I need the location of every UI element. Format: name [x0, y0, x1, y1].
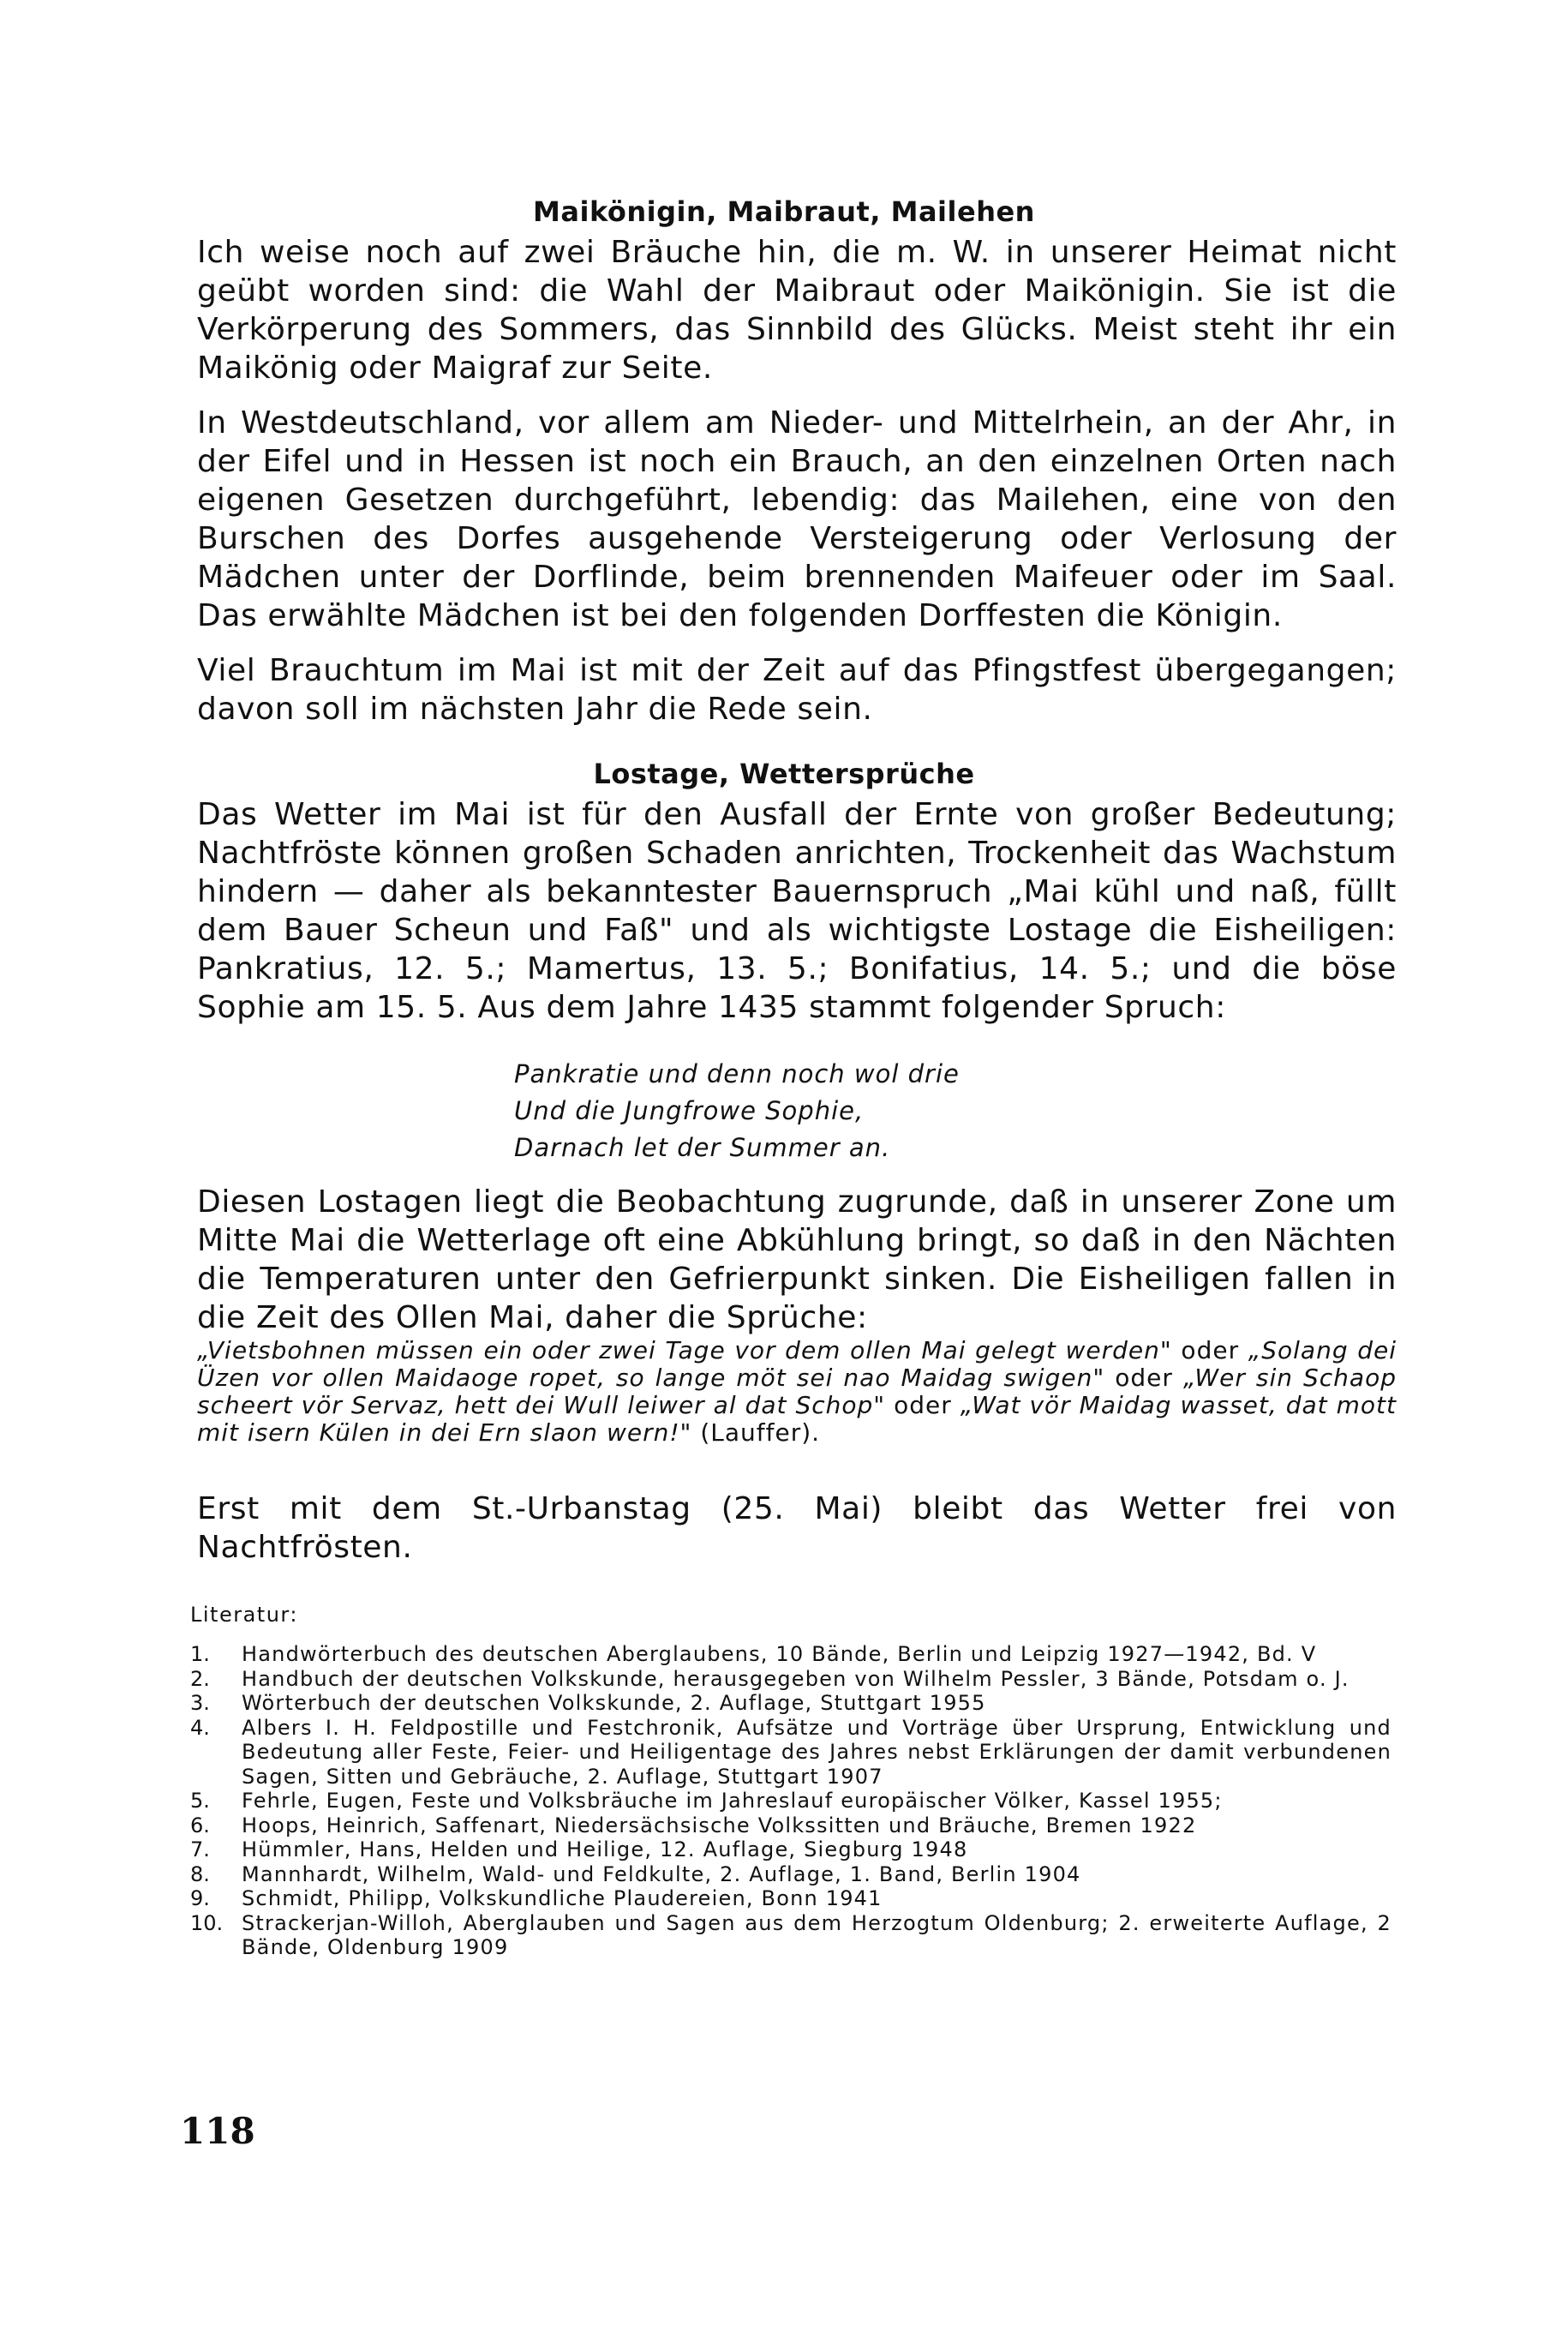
paragraph-maibraut: Ich weise noch auf zwei Bräuche hin, die m. W. in unserer Heimat nicht geübt worden sind: die Wahl der Maibraut oder Maikönigin. Sie ist die Verkörperung des Sommers, das Sinnbild des Glücks. Meist steht ihr ein Maikönig oder Maigraf zur Seite. [197, 235, 1397, 386]
literature-item-text: Schmidt, Philipp, Volkskundliche Plaudereien, Bonn 1941 [242, 1886, 883, 1910]
literature-item-text: Hümmler, Hans, Helden und Heilige, 12. Auflage, Siegburg 1948 [242, 1837, 968, 1861]
paragraph-urbanstag: Erst mit dem St.-Urbanstag (25. Mai) bleibt das Wetter frei von Nachtfrösten. [197, 1491, 1397, 1565]
paragraph-mailehen: In Westdeutschland, vor allem am Nieder- und Mittelrhein, an der Ahr, in der Eifel und in Hessen ist noch ein Brauch, an den einzelnen Orten nach eigenen Gesetzen durchgeführt, lebendig: das Mailehen, eine von den Burschen des Dorfes ausgehende Versteigerung oder Verlosung der Mädchen unter der Dorflinde, beim brennenden Maifeuer oder im Saal. Das erwählte Mädchen ist bei den folgenden Dorffesten die Königin. [197, 405, 1397, 633]
literature-item [190, 1886, 1391, 1911]
literature-list [190, 1642, 1391, 1960]
paragraph-beobachtung: Diesen Lostagen liegt die Beobachtung zugrunde, daß in unserer Zone um Mitte Mai die Wetterlage oft eine Abkühlung bringt, so daß in den Nächten die Temperaturen unter den Gefrierpunkt sinken. Die Eisheiligen fallen in die Zeit des Ollen Mai, daher die Sprüche: [197, 1184, 1397, 1335]
literature-item [190, 1716, 1391, 1789]
literature-item [190, 1911, 1391, 1960]
literature-item [190, 1691, 1391, 1716]
literature-item-number: 2. [190, 1666, 210, 1691]
literature-item-text: Strackerjan-Willoh, Aberglauben und Sagen aus dem Herzogtum Oldenburg; 2. erweiterte Auflage, 2 Bände, Oldenburg 1909 [242, 1910, 1391, 1959]
page-number: 118 [180, 2110, 255, 2152]
literature-item-number: 9. [190, 1886, 210, 1910]
literature-item-number: 3. [190, 1691, 210, 1715]
literature-item [190, 1642, 1391, 1667]
literature-item-text: Handwörterbuch des deutschen Aberglaubens, 10 Bände, Berlin und Leipzig 1927—1942, Bd. V [242, 1642, 1317, 1666]
literature-label: Literatur: [190, 1603, 298, 1627]
literature-item [190, 1862, 1391, 1887]
literature-item-number: 7. [190, 1837, 210, 1861]
saying-schaop: „Wer sin Schaop scheert vör Servaz, hett dei Wull leiwer al dat Schop" [197, 1364, 1397, 1419]
quote-wettersprueche [197, 1337, 1397, 1447]
literature-item-text: Hoops, Heinrich, Saffenart, Niedersächsische Volkssitten und Bräuche, Bremen 1922 [242, 1813, 1197, 1837]
verse-line: Pankratie und denn noch wol drie [514, 1059, 960, 1088]
literature-item-text: Fehrle, Eugen, Feste und Volksbräuche im Jahreslauf europäischer Völker, Kassel 1955; [242, 1789, 1223, 1813]
literature-item [190, 1837, 1391, 1862]
connector-text: oder [1171, 1336, 1248, 1364]
literature-item-number: 8. [190, 1861, 210, 1886]
connector-text: oder [885, 1391, 961, 1419]
paragraph-wetter: Das Wetter im Mai ist für den Ausfall der Ernte von großer Bedeutung; Nachtfröste können großen Schaden anrichten, Trockenheit das Wachstum hindern — daher als bekanntester Bauernspruch „Mai kühl und naß, füllt dem Bauer Scheun und Faß" und als wichtigste Lostage die Eisheiligen: Pankratius, 12. 5.; Mamertus, 13. 5.; Bonifatius, 14. 5.; und die böse Sophie am 15. 5. Aus dem Jahre 1435 stammt folgender Spruch: [197, 797, 1397, 1025]
literature-item-text: Handbuch der deutschen Volkskunde, herausgegeben von Wilhelm Pessler, 3 Bände, Potsdam o. J. [242, 1666, 1350, 1691]
section-heading-lostage: Lostage, Wettersprüche [593, 758, 975, 790]
literature-item [190, 1789, 1391, 1813]
literature-item-text: Wörterbuch der deutschen Volkskunde, 2. Auflage, Stuttgart 1955 [242, 1691, 986, 1715]
literature-item-number: 4. [190, 1715, 210, 1740]
saying-maidag: „Wat vör Maidag wasset, dat mott mit isern Külen in dei Ern slaon wern!" [197, 1391, 1397, 1447]
literature-item-number: 10. [190, 1910, 224, 1935]
section-heading-maikoenigin: Maikönigin, Maibraut, Mailehen [533, 195, 1035, 228]
literature-item [190, 1667, 1391, 1692]
literature-item-text: Albers I. H. Feldpostille und Festchronik, Aufsätze und Vorträge über Ursprung, Entwicklung und Bedeutung aller Feste, Feier- und Heiligentage des Jahres nebst Erklärungen der damit verbundenen Sagen, Sitten und Gebräuche, 2. Auflage, Stuttgart 1907 [242, 1715, 1391, 1789]
verse-line: Und die Jungfrowe Sophie, [514, 1096, 865, 1125]
paragraph-pfingstfest: Viel Brauchtum im Mai ist mit der Zeit auf das Pfingstfest übergegangen; davon soll im nächsten Jahr die Rede sein. [197, 653, 1397, 727]
literature-item-number: 1. [190, 1642, 210, 1666]
saying-vietsbohnen: „Vietsbohnen müssen ein oder zwei Tage vor dem ollen Mai gelegt werden" [197, 1336, 1172, 1364]
literature-item-number: 6. [190, 1813, 210, 1837]
saying-uezen: „Solang dei Üzen vor ollen Maidaoge ropet, so lange möt sei nao Maidag swigen" [197, 1336, 1397, 1392]
literature-item [190, 1813, 1391, 1838]
literature-item-number: 5. [190, 1789, 210, 1813]
source-lauffer: (Lauffer). [691, 1418, 821, 1447]
connector-text: oder [1104, 1364, 1183, 1392]
literature-item-text: Mannhardt, Wilhelm, Wald- und Feldkulte, 2. Auflage, 1. Band, Berlin 1904 [242, 1861, 1081, 1886]
verse-line: Darnach let der Summer an. [514, 1133, 891, 1162]
verse-spruch-1435 [514, 1056, 1114, 1166]
